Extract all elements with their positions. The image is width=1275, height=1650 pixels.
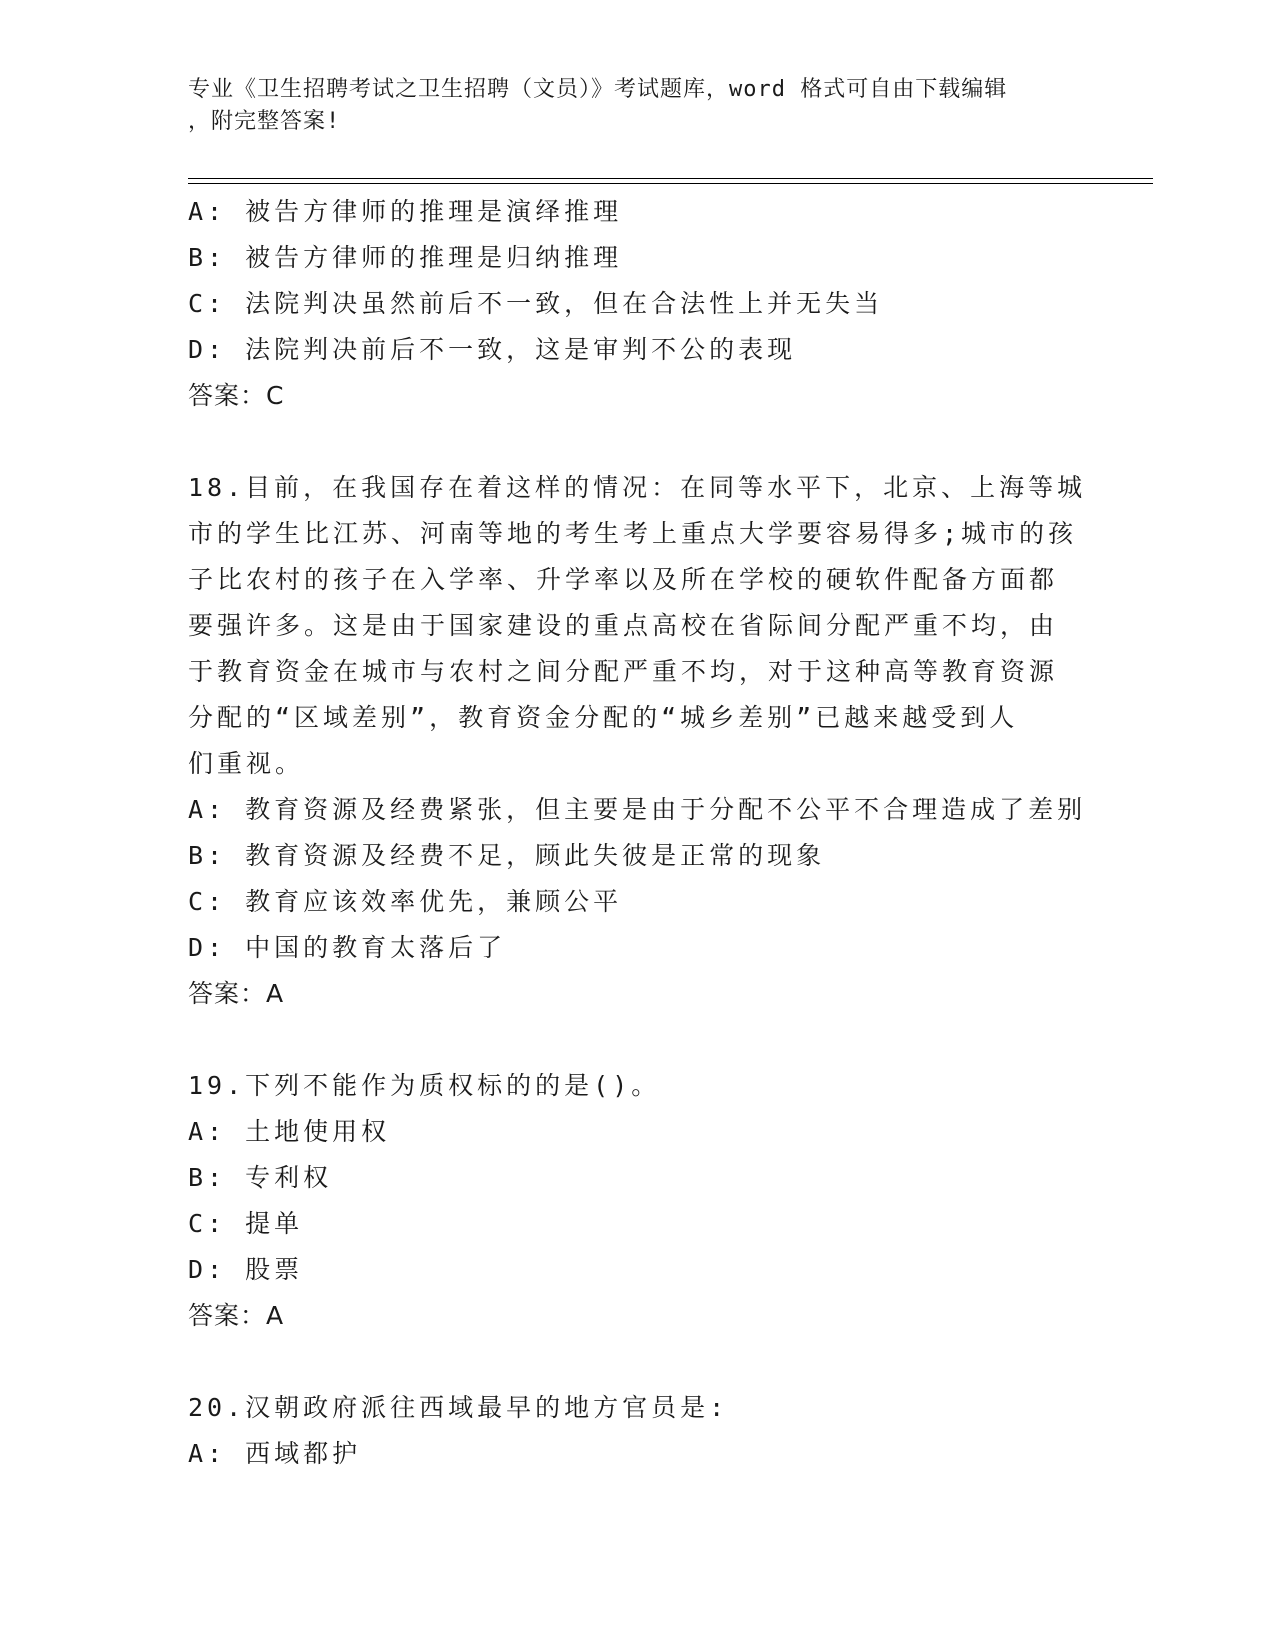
q18-stem-line: 市的学生比江苏、河南等地的考生考上重点大学要容易得多;城市的孩 xyxy=(188,519,1078,548)
q17-option-a: A: 被告方律师的推理是演绎推理 xyxy=(188,197,623,226)
q17-option-d: D: 法院判决前后不一致，这是审判不公的表现 xyxy=(188,335,797,364)
q19-option-c: C: 提单 xyxy=(188,1209,304,1238)
question-17 xyxy=(188,189,1088,419)
q18-stem-line: 18.目前，在我国存在着这样的情况：在同等水平下，北京、上海等城 xyxy=(188,473,1087,502)
header-line-1: 专业《卫生招聘考试之卫生招聘（文员）》考试题库，word 格式可自由下载编辑 xyxy=(188,77,1008,102)
header-line-2: ，附完整答案! xyxy=(188,109,341,134)
q18-stem-line: 要强许多。这是由于国家建设的重点高校在省际间分配严重不均，由 xyxy=(188,611,1059,640)
spacer xyxy=(188,419,1088,465)
q19-answer: 答案：A xyxy=(188,1301,285,1330)
header-divider-bottom xyxy=(188,183,1153,184)
q18-stem-line: 于教育资金在城市与农村之间分配严重不均，对于这种高等教育资源 xyxy=(188,657,1059,686)
q18-option-c: C: 教育应该效率优先，兼顾公平 xyxy=(188,887,623,916)
document-header xyxy=(188,74,1068,138)
q17-answer: 答案：C xyxy=(188,381,285,410)
q19-option-d: D: 股票 xyxy=(188,1255,304,1284)
q18-option-a: A: 教育资源及经费紧张，但主要是由于分配不公平不合理造成了差别 xyxy=(188,795,1087,824)
question-content xyxy=(188,189,1088,1477)
q18-stem-line: 们重视。 xyxy=(188,749,305,778)
q18-answer: 答案：A xyxy=(188,979,285,1008)
q18-stem-line: 子比农村的孩子在入学率、升学率以及所在学校的硬软件配备方面都 xyxy=(188,565,1059,594)
question-19 xyxy=(188,1063,1088,1339)
q20-stem: 20.汉朝政府派往西域最早的地方官员是: xyxy=(188,1393,729,1422)
question-18 xyxy=(188,465,1088,1017)
spacer xyxy=(188,1339,1088,1385)
q20-option-a: A: 西域都护 xyxy=(188,1439,362,1468)
header-divider-top xyxy=(188,178,1153,179)
spacer xyxy=(188,1017,1088,1063)
q18-option-b: B: 教育资源及经费不足，顾此失彼是正常的现象 xyxy=(188,841,826,870)
q17-option-c: C: 法院判决虽然前后不一致，但在合法性上并无失当 xyxy=(188,289,884,318)
q19-option-b: B: 专利权 xyxy=(188,1163,333,1192)
q18-stem-line: 分配的“区域差别”，教育资金分配的“城乡差别”已越来越受到人 xyxy=(188,703,1019,732)
q17-option-b: B: 被告方律师的推理是归纳推理 xyxy=(188,243,623,272)
question-20 xyxy=(188,1385,1088,1477)
q19-option-a: A: 土地使用权 xyxy=(188,1117,391,1146)
q19-stem: 19.下列不能作为质权标的的是()。 xyxy=(188,1071,661,1100)
q18-option-d: D: 中国的教育太落后了 xyxy=(188,933,507,962)
